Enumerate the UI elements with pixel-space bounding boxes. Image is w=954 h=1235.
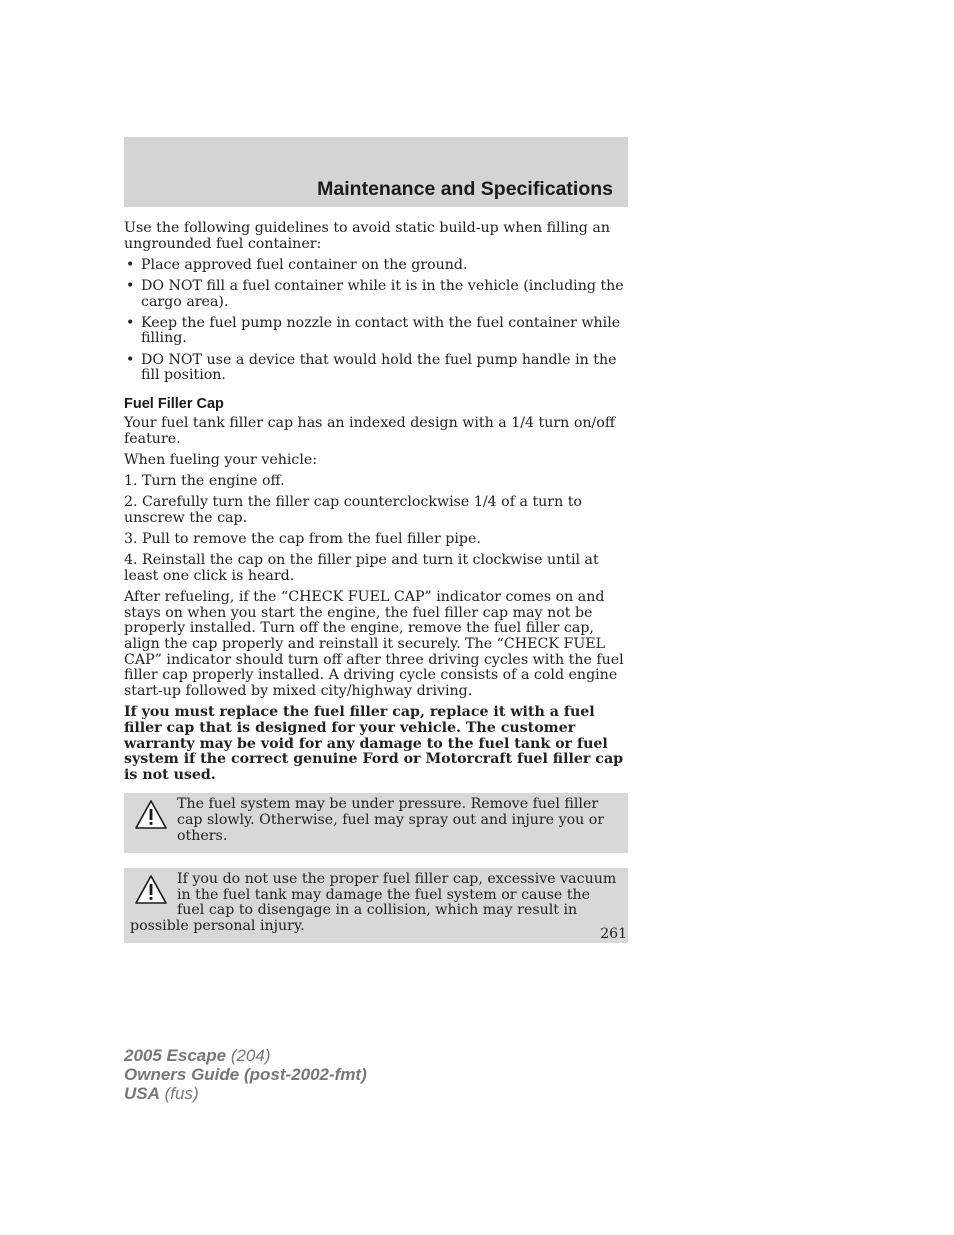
footer-line-market bbox=[124, 1085, 367, 1104]
warning-triangle-icon bbox=[134, 799, 168, 831]
section-title: Maintenance and Specifications bbox=[317, 178, 613, 200]
fueling-intro-paragraph: When fueling your vehicle: bbox=[124, 452, 318, 469]
step-3: 3. Pull to remove the cap from the fuel filler pipe. bbox=[124, 531, 481, 548]
footer-model: 2005 Escape bbox=[124, 1046, 227, 1065]
page-content bbox=[124, 221, 628, 943]
warning-triangle-icon bbox=[134, 874, 168, 906]
list-item: • DO NOT use a device that would hold the fuel pump handle in the fill position. bbox=[124, 353, 628, 384]
static-guidelines-list bbox=[124, 258, 628, 384]
footer-line-guide bbox=[124, 1066, 367, 1085]
footer-line-model bbox=[124, 1047, 367, 1066]
footer-guide: Owners Guide (post-2002-fmt) bbox=[124, 1064, 367, 1084]
list-item: • DO NOT fill a fuel container while it is in the vehicle (including the cargo area). bbox=[124, 279, 628, 310]
check-fuel-cap-paragraph: After refueling, if the “CHECK FUEL CAP” indicator comes on and stays on when you start the engine, the fuel filler cap may not be properly installed. Turn off the engine, remove the fuel filler cap, align the cap properly and reinstall it securely. The “CHECK FUEL CAP” indicator should turn off after three driving cycles with the fuel filler cap properly installed. A driving cycle consists of a cold engine start-up followed by mixed city/highway driving. bbox=[124, 589, 624, 699]
document-footer bbox=[124, 1047, 367, 1103]
replacement-cap-notice: If you must replace the fuel filler cap, replace it with a fuel filler cap that is designed for your vehicle. The customer warranty may be void for any damage to the fuel tank or fuel system if the correct genuine Ford or Motorcraft fuel filler cap is not used. bbox=[124, 704, 624, 783]
intro-paragraph: Use the following guidelines to avoid static build-up when filling an ungrounded fuel container: bbox=[124, 220, 610, 252]
warning-box-pressure bbox=[124, 793, 628, 853]
page-number: 261 bbox=[600, 926, 627, 942]
step-1: 1. Turn the engine off. bbox=[124, 473, 285, 490]
warning-box-vacuum bbox=[124, 868, 628, 942]
warning-text: The fuel system may be under pressure. Remove fuel filler cap slowly. Otherwise, fuel may spray out and injure you or others. bbox=[177, 796, 605, 844]
step-2: 2. Carefully turn the filler cap counterclockwise 1/4 of a turn to unscrew the cap. bbox=[124, 494, 582, 527]
warning-text: If you do not use the proper fuel filler cap, excessive vacuum in the fuel tank may damage the fuel system or cause the fuel cap to disengage in a collision, which may result in possible personal injury. bbox=[130, 871, 617, 934]
step-4: 4. Reinstall the cap on the filler pipe and turn it clockwise until at least one click is heard. bbox=[124, 552, 599, 585]
footer-model-code: (204) bbox=[226, 1046, 271, 1065]
footer-market-code: (fus) bbox=[159, 1083, 199, 1103]
footer-market: USA bbox=[124, 1083, 160, 1103]
fuel-filler-cap-heading: Fuel Filler Cap bbox=[124, 395, 224, 412]
list-item: • Keep the fuel pump nozzle in contact with the fuel container while filling. bbox=[124, 316, 628, 347]
section-header bbox=[124, 137, 628, 207]
list-item: • Place approved fuel container on the ground. bbox=[124, 258, 628, 274]
cap-design-paragraph: Your fuel tank filler cap has an indexed design with a 1/4 turn on/off feature. bbox=[124, 415, 615, 447]
